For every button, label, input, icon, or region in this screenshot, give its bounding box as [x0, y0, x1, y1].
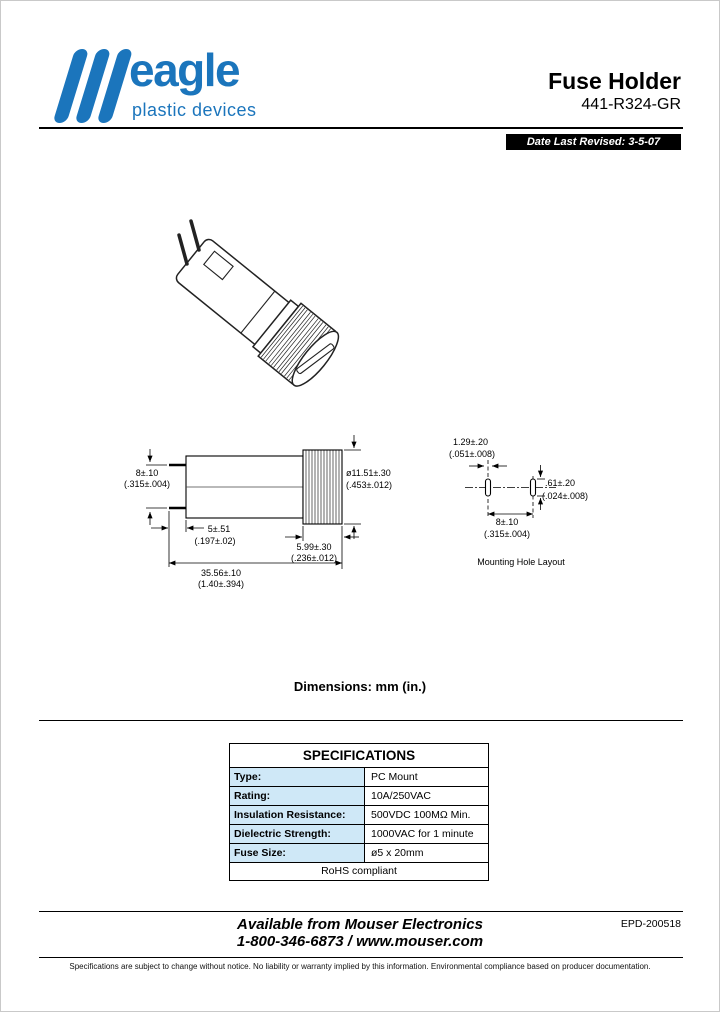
spec-label: Insulation Resistance:: [230, 806, 365, 824]
dim-text: ø11.51±.30: [346, 468, 391, 478]
side-view-outline: [169, 450, 342, 524]
dim-text: 5.99±.30: [296, 542, 332, 552]
dimensions-units-note: Dimensions: mm (in.): [293, 679, 427, 694]
brand-tagline: plastic devices: [132, 100, 257, 120]
side-view-drawing: [101, 429, 441, 594]
spec-value: ø5 x 20mm: [371, 847, 424, 859]
spec-label: Type:: [230, 768, 365, 786]
dim-text: 8±.10: [495, 517, 519, 527]
dim-text: 1.29±.20: [453, 437, 488, 447]
dim-text: 8±.10: [135, 468, 159, 478]
spec-value: 10A/250VAC: [371, 790, 431, 802]
table-row: [230, 768, 488, 787]
spec-label: Rating:: [230, 787, 365, 805]
table-row: [230, 787, 488, 806]
dim-text: (.236±.012): [291, 553, 337, 563]
mounting-layout-caption: Mounting Hole Layout: [477, 557, 565, 567]
page-title: Fuse Holder: [548, 68, 681, 94]
table-row: [230, 825, 488, 844]
dim-text: (.315±.004): [124, 479, 170, 489]
distributor-line1: Available from Mouser Electronics: [237, 916, 483, 933]
dim-text: (.051±.008): [449, 449, 495, 459]
dim-text: 5±.51: [207, 524, 231, 534]
specifications-table: [229, 743, 489, 881]
spec-label: Dielectric Strength:: [230, 825, 365, 843]
mounting-hole-left: [486, 479, 491, 496]
spec-value: 500VDC 100MΩ Min.: [371, 809, 471, 821]
mounting-hole-right: [531, 479, 536, 496]
dim-text: (.024±.008): [542, 491, 588, 501]
divider: [39, 720, 683, 721]
hole-centerlines: [465, 460, 556, 518]
fuse-holder-pictorial: [149, 216, 379, 411]
divider: [39, 957, 683, 958]
dim-text: (.197±.02): [194, 536, 236, 546]
specifications-title: SPECIFICATIONS: [230, 744, 488, 768]
distributor-line2: 1-800-346-6873 / www.mouser.com: [236, 933, 484, 950]
table-row: [230, 844, 488, 863]
spec-value: 1000VAC for 1 minute: [371, 828, 474, 840]
brand-name: eagle: [129, 44, 240, 96]
spec-label: Fuse Size:: [230, 844, 365, 862]
doc-code: EPD-200518: [620, 918, 681, 930]
revision-badge: Date Last Revised: 3-5-07: [506, 134, 681, 150]
spec-value: PC Mount: [371, 771, 418, 783]
part-number: 441-R324-GR: [581, 96, 681, 113]
dim-text: .61±.20: [545, 478, 575, 488]
divider: [39, 127, 683, 129]
dim-text: (1.40±.394): [198, 579, 244, 589]
rohs-note: RoHS compliant: [321, 865, 397, 877]
disclaimer: Specifications are subject to change without notice. No liability or warranty implied by this information. Environmental compliance based on producer documentation.: [69, 962, 651, 971]
dim-text: (.315±.004): [484, 529, 530, 539]
divider: [39, 911, 683, 912]
mounting-hole-layout: [441, 426, 616, 576]
fuse-holder-body: [170, 232, 346, 392]
dim-text: 35.56±.10: [201, 568, 241, 578]
eagle-logo-icon: [47, 43, 139, 129]
dim-text: (.453±.012): [346, 480, 392, 490]
table-row: [230, 806, 488, 825]
